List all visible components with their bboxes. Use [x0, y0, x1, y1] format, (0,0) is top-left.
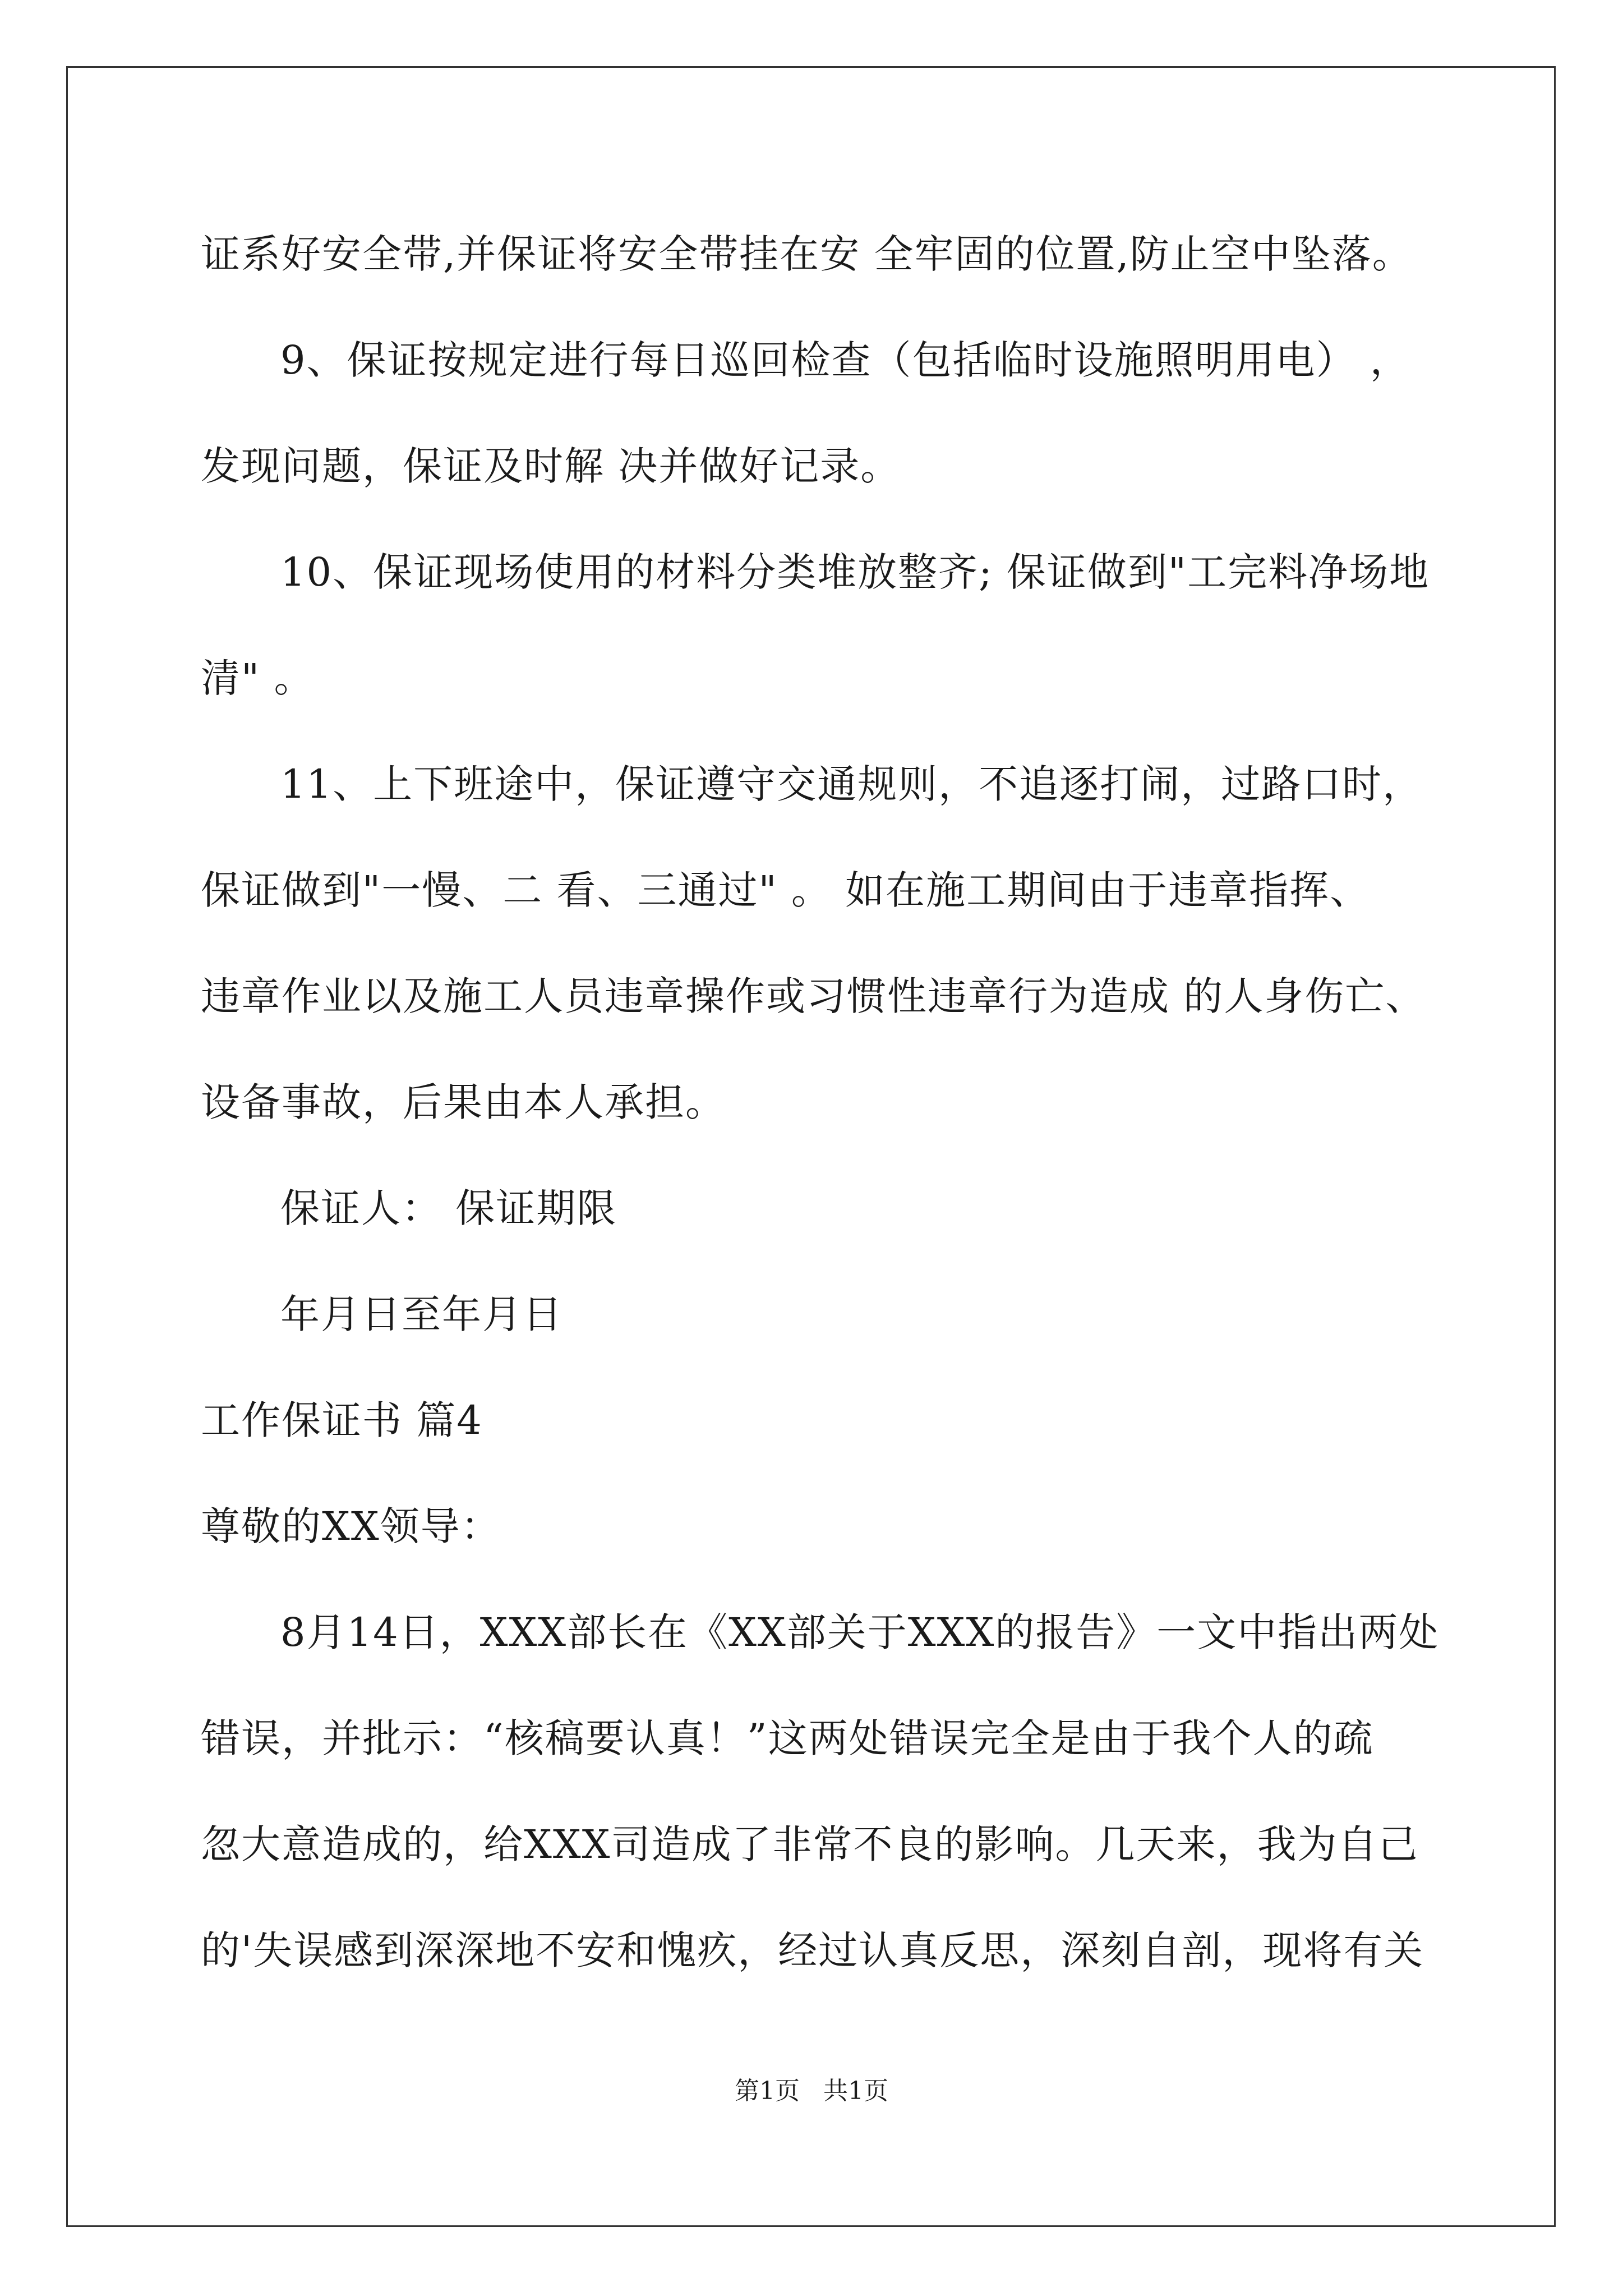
section-title: 工作保证书 篇4 — [201, 1397, 483, 1443]
salutation: 尊敬的XX领导： — [201, 1503, 501, 1549]
page-footer: 第1页 共1页 — [735, 2077, 888, 2105]
body-line-1: 证系好安全带,并保证将安全带挂在安 全牢固的位置,防止空中坠落。 — [201, 231, 1413, 277]
body-line-8: 违章作业以及施工人员违章操作或习惯性违章行为造成 的人身伤亡、 — [201, 973, 1426, 1019]
body-line-3: 发现问题，保证及时解 决并做好记录。 — [201, 443, 901, 489]
body-line-4: 10、保证现场使用的材料分类堆放整齐; 保证做到"工完料净场地 — [280, 549, 1430, 595]
date-range-line: 年月日至年月日 — [280, 1291, 563, 1337]
body-line-7: 保证做到"一慢、二 看、三通过" 。 如在施工期间由于违章指挥、 — [201, 867, 1371, 913]
body-line-6: 11、上下班途中，保证遵守交通规则，不追逐打闹，过路口时， — [280, 761, 1423, 807]
body-line-2: 9、保证按规定进行每日巡回检查（包括临时设施照明用电） ， — [280, 337, 1410, 383]
body-line-9: 设备事故，后果由本人承担。 — [201, 1079, 726, 1125]
body-line-16: 忽大意造成的，给XXX司造成了非常不良的影响。几天来，我为自己 — [201, 1821, 1419, 1867]
body-line-14: 8月14日，XXX部长在《XX部关于XXX的报告》一文中指出两处 — [280, 1609, 1440, 1655]
body-line-5: 清" 。 — [201, 655, 315, 701]
page-border — [66, 66, 1556, 2227]
guarantor-line: 保证人： 保证期限 — [280, 1185, 617, 1231]
body-line-15: 错误，并批示：“核稿要认真！”这两处错误完全是由于我个人的疏 — [201, 1715, 1374, 1761]
body-line-17: 的'失误感到深深地不安和愧疚，经过认真反思，深刻自剖，现将有关 — [201, 1927, 1424, 1973]
